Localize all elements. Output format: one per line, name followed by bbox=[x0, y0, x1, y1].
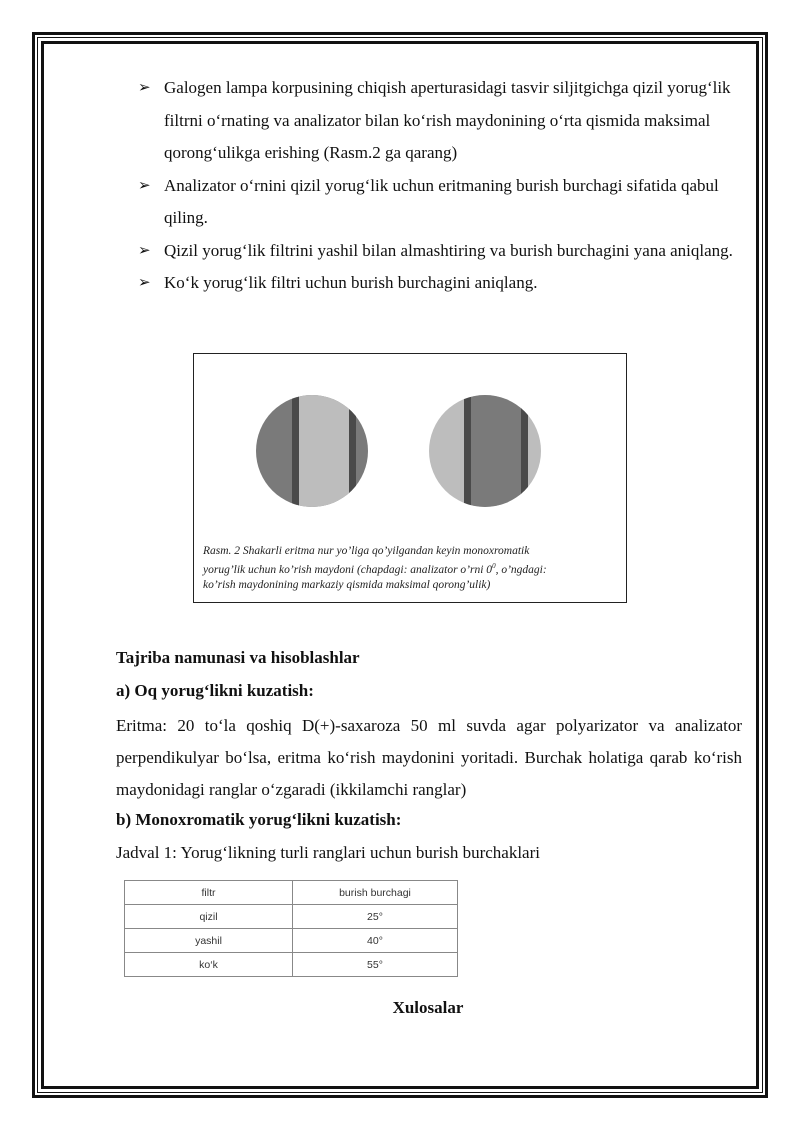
field-of-view-illustration bbox=[194, 354, 628, 544]
arrow-bullet-icon: ➢ bbox=[138, 177, 151, 194]
table-row bbox=[125, 905, 458, 929]
table-cell: ko‘k bbox=[125, 953, 293, 977]
arrow-bullet-icon: ➢ bbox=[138, 80, 151, 96]
list-item: ➢ Analizator o‘rnini qizil yorug‘lik uchun eritmaning burish burchagi sifatida qabul qiling. bbox=[138, 170, 743, 235]
subsection-monochromatic-light: b) Monoxromatik yorug‘likni kuzatish: bbox=[116, 810, 402, 829]
list-item: ➢ Qizil yorug‘lik filtrini yashil bilan almashtiring va burish burchagini yana aniqlang. bbox=[138, 235, 743, 268]
rotation-angle-table bbox=[124, 880, 458, 977]
subsection-white-light: a) Oq yorug‘likni kuzatish: bbox=[116, 681, 314, 700]
table-header-cell: filtr bbox=[125, 881, 293, 905]
table-cell: yashil bbox=[125, 929, 293, 953]
table-caption: Jadval 1: Yorug‘likning turli ranglari uchun burish burchaklari bbox=[116, 843, 540, 862]
paragraph-solution: Eritma: 20 to‘la qoshiq D(+)-saxaroza 50 ml suvda agar polyarizator va analizator perpendikulyar bo‘lsa, eritma ko‘rish maydonini yoritadi. Burchak holatiga qarab ko‘rish maydonidagi ranglar o‘zgaradi (ikkilamchi ranglar) bbox=[116, 716, 742, 799]
list-item: ➢ Galogen lampa korpusining chiqish aperturasidagi tasvir siljitgichga qizil yorug‘lik filtrni o‘rnating va analizator bilan ko‘rish maydonining o‘rta qismida maksimal qorong‘ulikga erishing (Rasm.2 ga qarang) bbox=[138, 72, 743, 170]
table-row bbox=[125, 929, 458, 953]
table-row bbox=[125, 953, 458, 977]
arrow-bullet-icon: ➢ bbox=[138, 275, 151, 291]
figure-field-of-view bbox=[193, 353, 627, 603]
table-header-cell: burish burchagi bbox=[293, 881, 458, 905]
instruction-list bbox=[138, 72, 743, 300]
arrow-bullet-icon: ➢ bbox=[138, 242, 151, 259]
figure-caption: Rasm. 2 Shakarli eritma nur yo’liga qo’yilgandan keyin monoxromatik yorug’lik uchun ko’rish maydoni (chapdagi: analizator o’rni $0^0$, o’ngdagi: ko’rish maydonining markaziy qismida maksimal qorong’ulik) bbox=[203, 545, 547, 591]
left-field-of-view bbox=[254, 394, 374, 514]
table-cell: 40° bbox=[293, 929, 458, 953]
table-header-row bbox=[125, 881, 458, 905]
right-field-of-view bbox=[427, 394, 547, 514]
list-item: ➢ Ko‘k yorug‘lik filtri uchun burish burchagini aniqlang. bbox=[138, 267, 743, 300]
table-cell: 55° bbox=[293, 953, 458, 977]
table-cell: 25° bbox=[293, 905, 458, 929]
conclusion-heading: Xulosalar bbox=[392, 998, 464, 1017]
table-cell: qizil bbox=[125, 905, 293, 929]
section-title: Tajriba namunasi va hisoblashlar bbox=[116, 648, 360, 667]
